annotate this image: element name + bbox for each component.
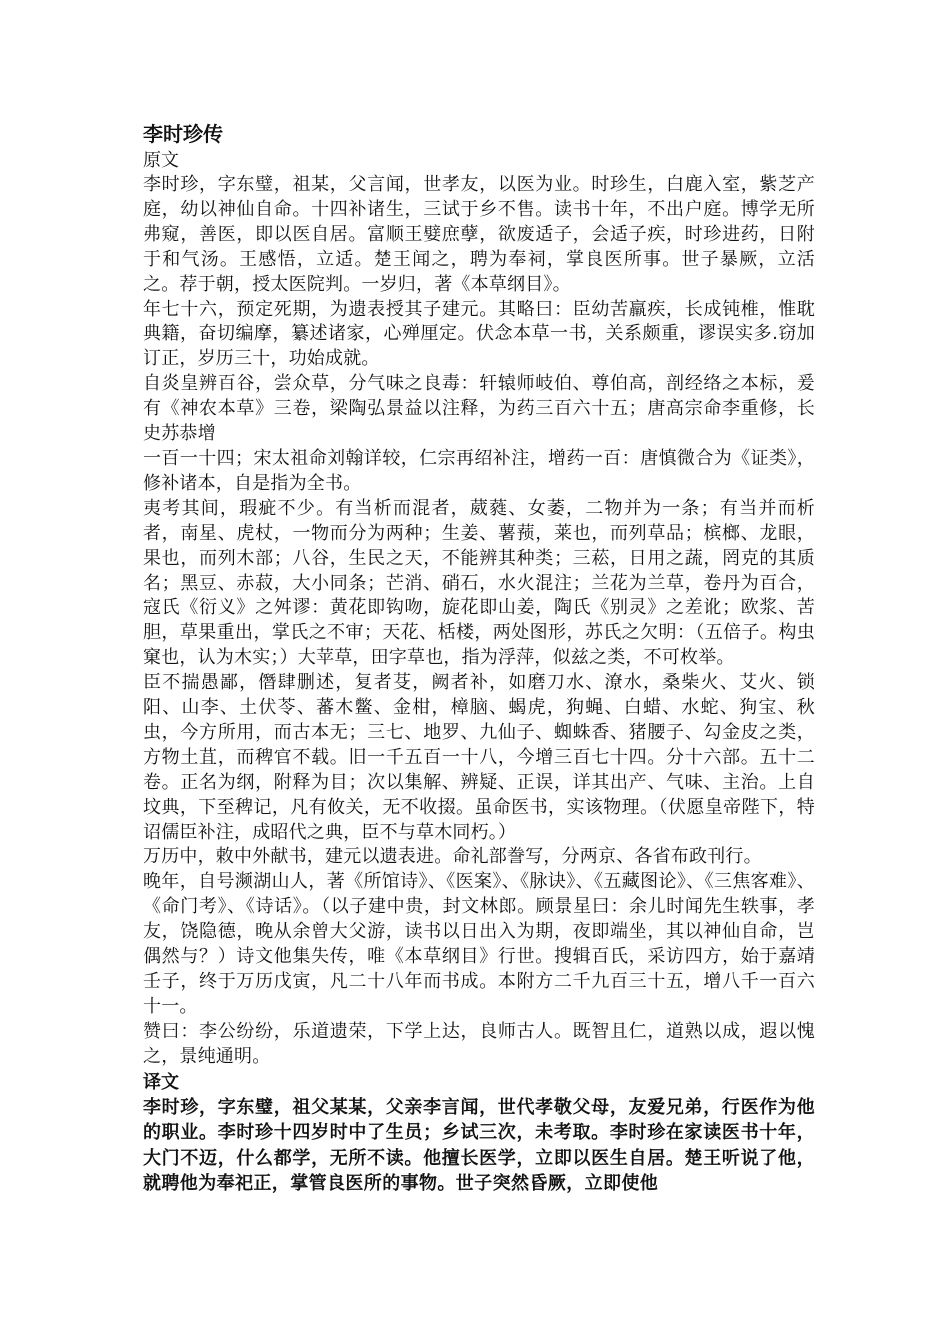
original-paragraph: 万历中，敕中外献书，建元以遗表进。命礼部誊写，分两京、各省布政刊行。 xyxy=(143,846,762,868)
translation-body xyxy=(143,1095,815,1197)
original-paragraph: 赞曰：李公纷纷，乐道遗荣，下学上达，良师古人。既智且仁，道熟以成，遐以愧之，景纯通明。 xyxy=(143,1020,815,1067)
original-paragraph: 夷考其间，瑕疵不少。有当析而混者，葳蕤、女萎，二物并为一条；有当并而析者，南星、虎杖，一物而分为两种；生姜、薯蓣，莱也，而列草品；槟榔、龙眼，果也，而列木部；八谷，生民之天，不能辨其种类；三菘，日用之蔬，罔克的其质名；黑豆、赤菽，大小同条；芒消、硝石，水火混注；兰花为兰草，卷丹为百合，寇氏《衍义》之舛谬：黄花即钩吻，旋花即山姜，陶氏《别灵》之差讹；欧浆、苦胆，草果重出，掌氏之不审；天花、栝楼，两处图形，苏氏之欠明：（五倍子。构虫窠也，认为木实；）大苹草，田字草也，指为浮萍，似兹之类，不可枚举。 xyxy=(143,497,815,669)
original-paragraph: 李时珍，字东璧，祖某，父言闻，世孝友，以医为业。时珍生，白鹿入室，紫芝产庭，幼以神仙自命。十四补诸生，三试于乡不售。读书十年，不出户庭。博学无所弗窥，善医，即以医自居。富顺王嬖庶孽，欲废适子，会适子疾，时珍进药，日附于和气汤。王感悟，立适。楚王闻之，聘为奉祠，掌良医所事。世子暴厥，立活之。荐于朝，授太医院判。一岁归，著《本草纲目》。 xyxy=(143,174,815,295)
original-paragraph: 晚年，自号濒湖山人，著《所馆诗》、《医案》、《脉诀》、《五藏图论》、《三焦客难》、《命门考》、《诗话》。（以子建中贵，封文林郎。顾景星曰：余儿时闻先生轶事，孝友，饶隐德，晚从余曾大父游，读书以日出入为期，夜即端坐，其以神仙自命，岂偶然与？）诗文他集失传，唯《本草纲目》行世。搜辑百氏，采访四方，始于嘉靖壬子，终于万历戊寅，凡二十八年而书成。本附方二千九百三十五，增八千一百六十一。 xyxy=(143,871,815,1017)
original-paragraph: 自炎皇辨百谷，尝众草，分气味之良毒：轩辕师岐伯、尊伯高，剖经络之本标，爰有《神农本草》三卷，梁陶弘景益以注释，为药三百六十五；唐高宗命李重修，长史苏恭增 xyxy=(143,373,815,445)
translation-paragraph: 李时珍，字东璧，祖父某某，父亲李言闻，世代孝敬父母，友爱兄弟，行医作为他的职业。李时珍十四岁时中了生员；乡试三次，未考取。李时珍在家读医书十年，大门不迈，什么都学，无所不读。他擅长医学，立即以医生自居。楚王听说了他，就聘他为奉祀正，掌管良医所的事物。世子突然昏厥，立即使他 xyxy=(143,1096,815,1195)
original-paragraph: 年七十六，预定死期，为遗表授其子建元。其略曰：臣幼苦羸疾，长成钝椎，惟耽典籍，奋切编摩，纂述诸家，心殚厘定。伏念本草一书，关系颇重，谬误实多.窃加订正，岁历三十，功始成就。 xyxy=(143,298,815,370)
original-paragraph: 一百一十四；宋太祖命刘翰详较，仁宗再绍补注，增药一百：唐慎微合为《证类》，修补诸本，自是指为全书。 xyxy=(143,447,815,494)
original-text-body xyxy=(143,173,815,1070)
original-text-label: 原文 xyxy=(143,150,179,171)
document-page xyxy=(143,121,815,1197)
original-paragraph: 臣不揣愚鄙，僭肆删述，复者芟，阙者补，如磨刀水、潦水，桑柴火、艾火、锁阳、山李、土伏苓、蕃木鳖、金柑，樟脑、蝎虎，狗蝇、白蜡、水蛇、狗宝、秋虫，今方所用，而古本无；三七、地罗、九仙子、蜘蛛香、猪腰子、勾金皮之类，方物土苴，而稗官不载。旧一千五百一十八，今增三百七十四。分十六部。五十二卷。正名为纲，附释为目；次以集解、辨疑、正误，详其出产、气味、主治。上自坟典，下至稗记，凡有攸关，无不收掇。虽命医书，实该物理。（伏愿皇帝陛下，特诏儒臣补注，成昭代之典，臣不与草木同朽。） xyxy=(143,672,815,843)
translation-label: 译文 xyxy=(143,1071,179,1093)
document-title: 李时珍传 xyxy=(143,122,223,146)
